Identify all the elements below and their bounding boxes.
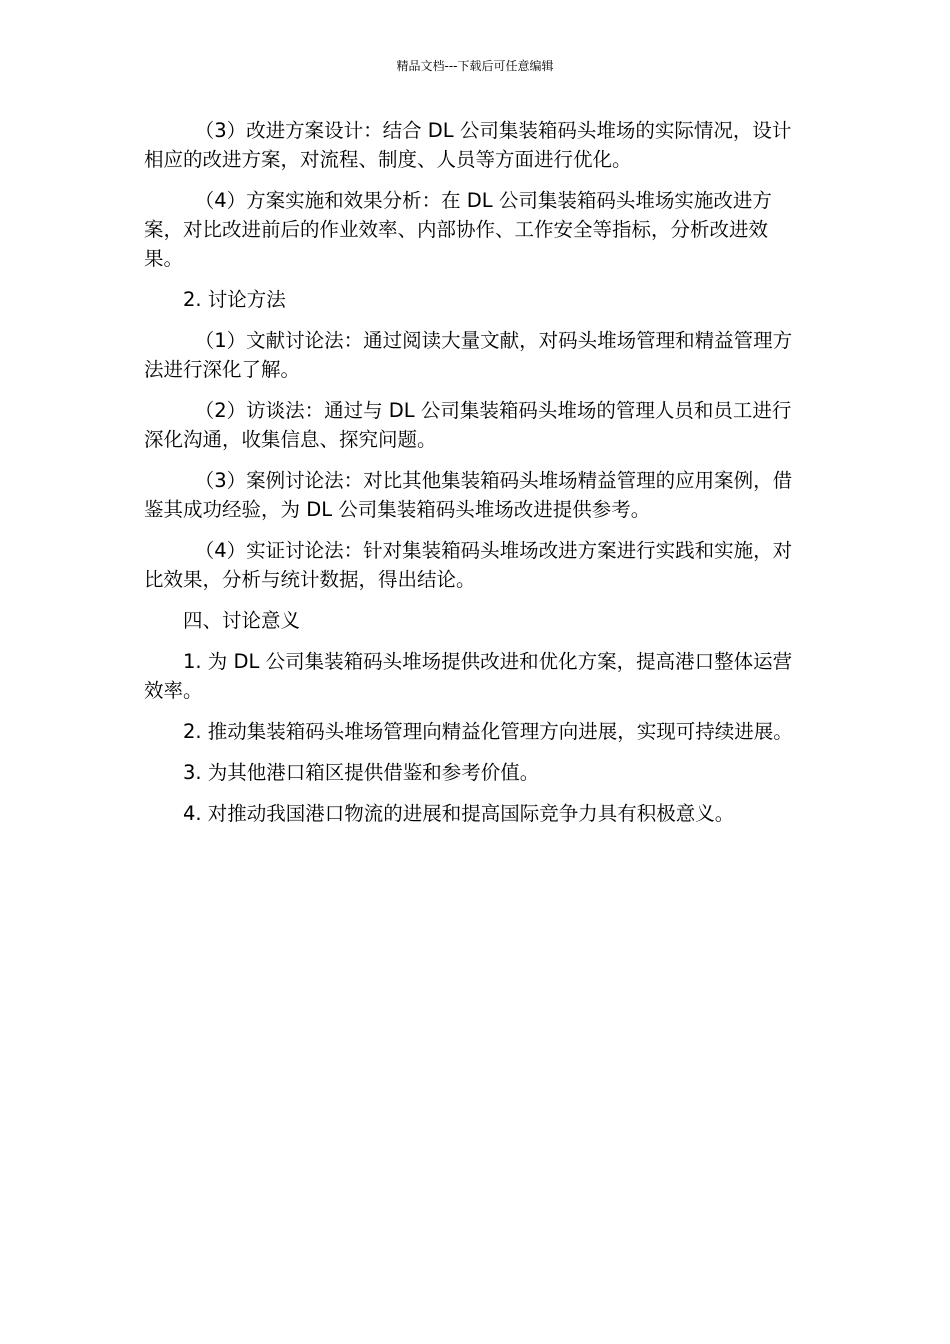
section-heading-significance: 四、讨论意义 — [183, 609, 301, 632]
section-heading-research-methods: 2. 讨论方法 — [183, 288, 286, 311]
paragraph-significance-4: 4. 对推动我国港口物流的进展和提高国际竞争力具有积极意义。 — [183, 802, 735, 825]
document-body — [144, 116, 806, 840]
paragraph-case-method: （3）案例讨论法：对比其他集装箱码头堆场精益管理的应用案例，借鉴其成功经验，为 DL 公司集装箱码头堆场改进提供参考。 — [144, 469, 793, 521]
page-header: 精品文档---下载后可任意编辑 — [396, 59, 554, 73]
paragraph-implementation-analysis: （4）方案实施和效果分析：在 DL 公司集装箱码头堆场实施改进方案，对比改进前后的作业效率、内部协作、工作安全等指标，分析改进效果。 — [144, 189, 772, 270]
paragraph-improvement-design: （3）改进方案设计：结合 DL 公司集装箱码头堆场的实际情况，设计相应的改进方案，对流程、制度、人员等方面进行优化。 — [144, 119, 792, 171]
paragraph-literature-method: （1）文献讨论法：通过阅读大量文献，对码头堆场管理和精益管理方法进行深化了解。 — [144, 329, 793, 381]
paragraph-significance-3: 3. 为其他港口箱区提供借鉴和参考价值。 — [183, 761, 540, 784]
paragraph-significance-1: 1. 为 DL 公司集装箱码头堆场提供改进和优化方案，提高港口整体运营效率。 — [144, 650, 793, 702]
paragraph-interview-method: （2）访谈法：通过与 DL 公司集装箱码头堆场的管理人员和员工进行深化沟通，收集信息、探究问题。 — [144, 399, 792, 451]
paragraph-empirical-method: （4）实证讨论法：针对集装箱码头堆场改进方案进行实践和实施，对比效果，分析与统计数据，得出结论。 — [144, 539, 793, 591]
paragraph-significance-2: 2. 推动集装箱码头堆场管理向精益化管理方向进展，实现可持续进展。 — [183, 720, 793, 743]
